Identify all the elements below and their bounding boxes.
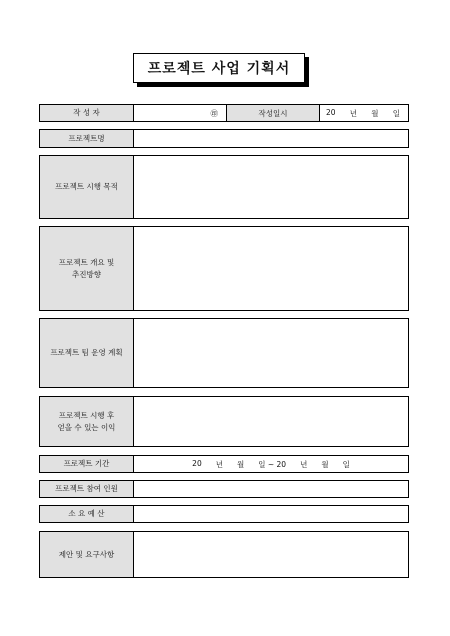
- team-plan-row: [39, 318, 409, 388]
- date-year-unit: 년: [349, 108, 358, 118]
- period-label: 프로젝트 기간: [40, 456, 134, 472]
- period-start-year: 20: [192, 458, 202, 468]
- period-end-day-unit: 일: [342, 459, 350, 469]
- budget-label: 소 요 예 산: [40, 506, 134, 522]
- members-label: 프로젝트 참여 인원: [40, 481, 134, 497]
- purpose-row: [39, 155, 409, 219]
- team-plan-label: 프로젝트 팀 운영 계획: [40, 319, 134, 387]
- budget-row: [39, 505, 409, 523]
- team-plan-field[interactable]: [134, 319, 408, 387]
- overview-label: 프로젝트 개요 및 추진방향: [40, 227, 134, 310]
- period-row: [39, 455, 409, 473]
- period-end-year-unit: 년: [300, 459, 308, 469]
- period-tilde: 일 ~ 20: [258, 459, 287, 469]
- purpose-field[interactable]: [134, 156, 408, 218]
- project-name-row: [39, 129, 409, 148]
- overview-row: [39, 226, 409, 311]
- requests-row: [39, 531, 409, 578]
- document-title: 프로젝트 사업 기획서: [133, 53, 305, 83]
- period-year-unit: 년: [215, 459, 223, 469]
- requests-field[interactable]: [134, 532, 408, 577]
- budget-field[interactable]: [134, 506, 408, 522]
- date-year-prefix: 20: [326, 107, 336, 117]
- author-label: 작 성 자: [40, 105, 134, 121]
- author-row: [39, 104, 409, 122]
- benefit-label: 프로젝트 시행 후 얻을 수 있는 이익: [40, 397, 134, 446]
- author-field[interactable]: [134, 105, 226, 121]
- project-name-field[interactable]: [134, 130, 408, 147]
- benefit-row: [39, 396, 409, 447]
- overview-field[interactable]: [134, 227, 408, 310]
- period-end-month-unit: 월: [321, 459, 329, 469]
- requests-label: 제안 및 요구사항: [40, 532, 134, 577]
- period-field[interactable]: [134, 456, 408, 472]
- seal-icon: ㊞: [210, 108, 218, 118]
- written-date-label: 작성일시: [226, 105, 320, 121]
- project-name-label: 프로젝트명: [40, 130, 134, 147]
- date-day-unit: 일: [392, 108, 400, 118]
- benefit-field[interactable]: [134, 397, 408, 446]
- members-field[interactable]: [134, 481, 408, 497]
- period-month-unit: 월: [236, 459, 245, 469]
- purpose-label: 프로젝트 시행 목적: [40, 156, 134, 218]
- written-date-field[interactable]: [320, 105, 408, 121]
- members-row: [39, 480, 409, 498]
- date-month-unit: 월: [371, 108, 379, 118]
